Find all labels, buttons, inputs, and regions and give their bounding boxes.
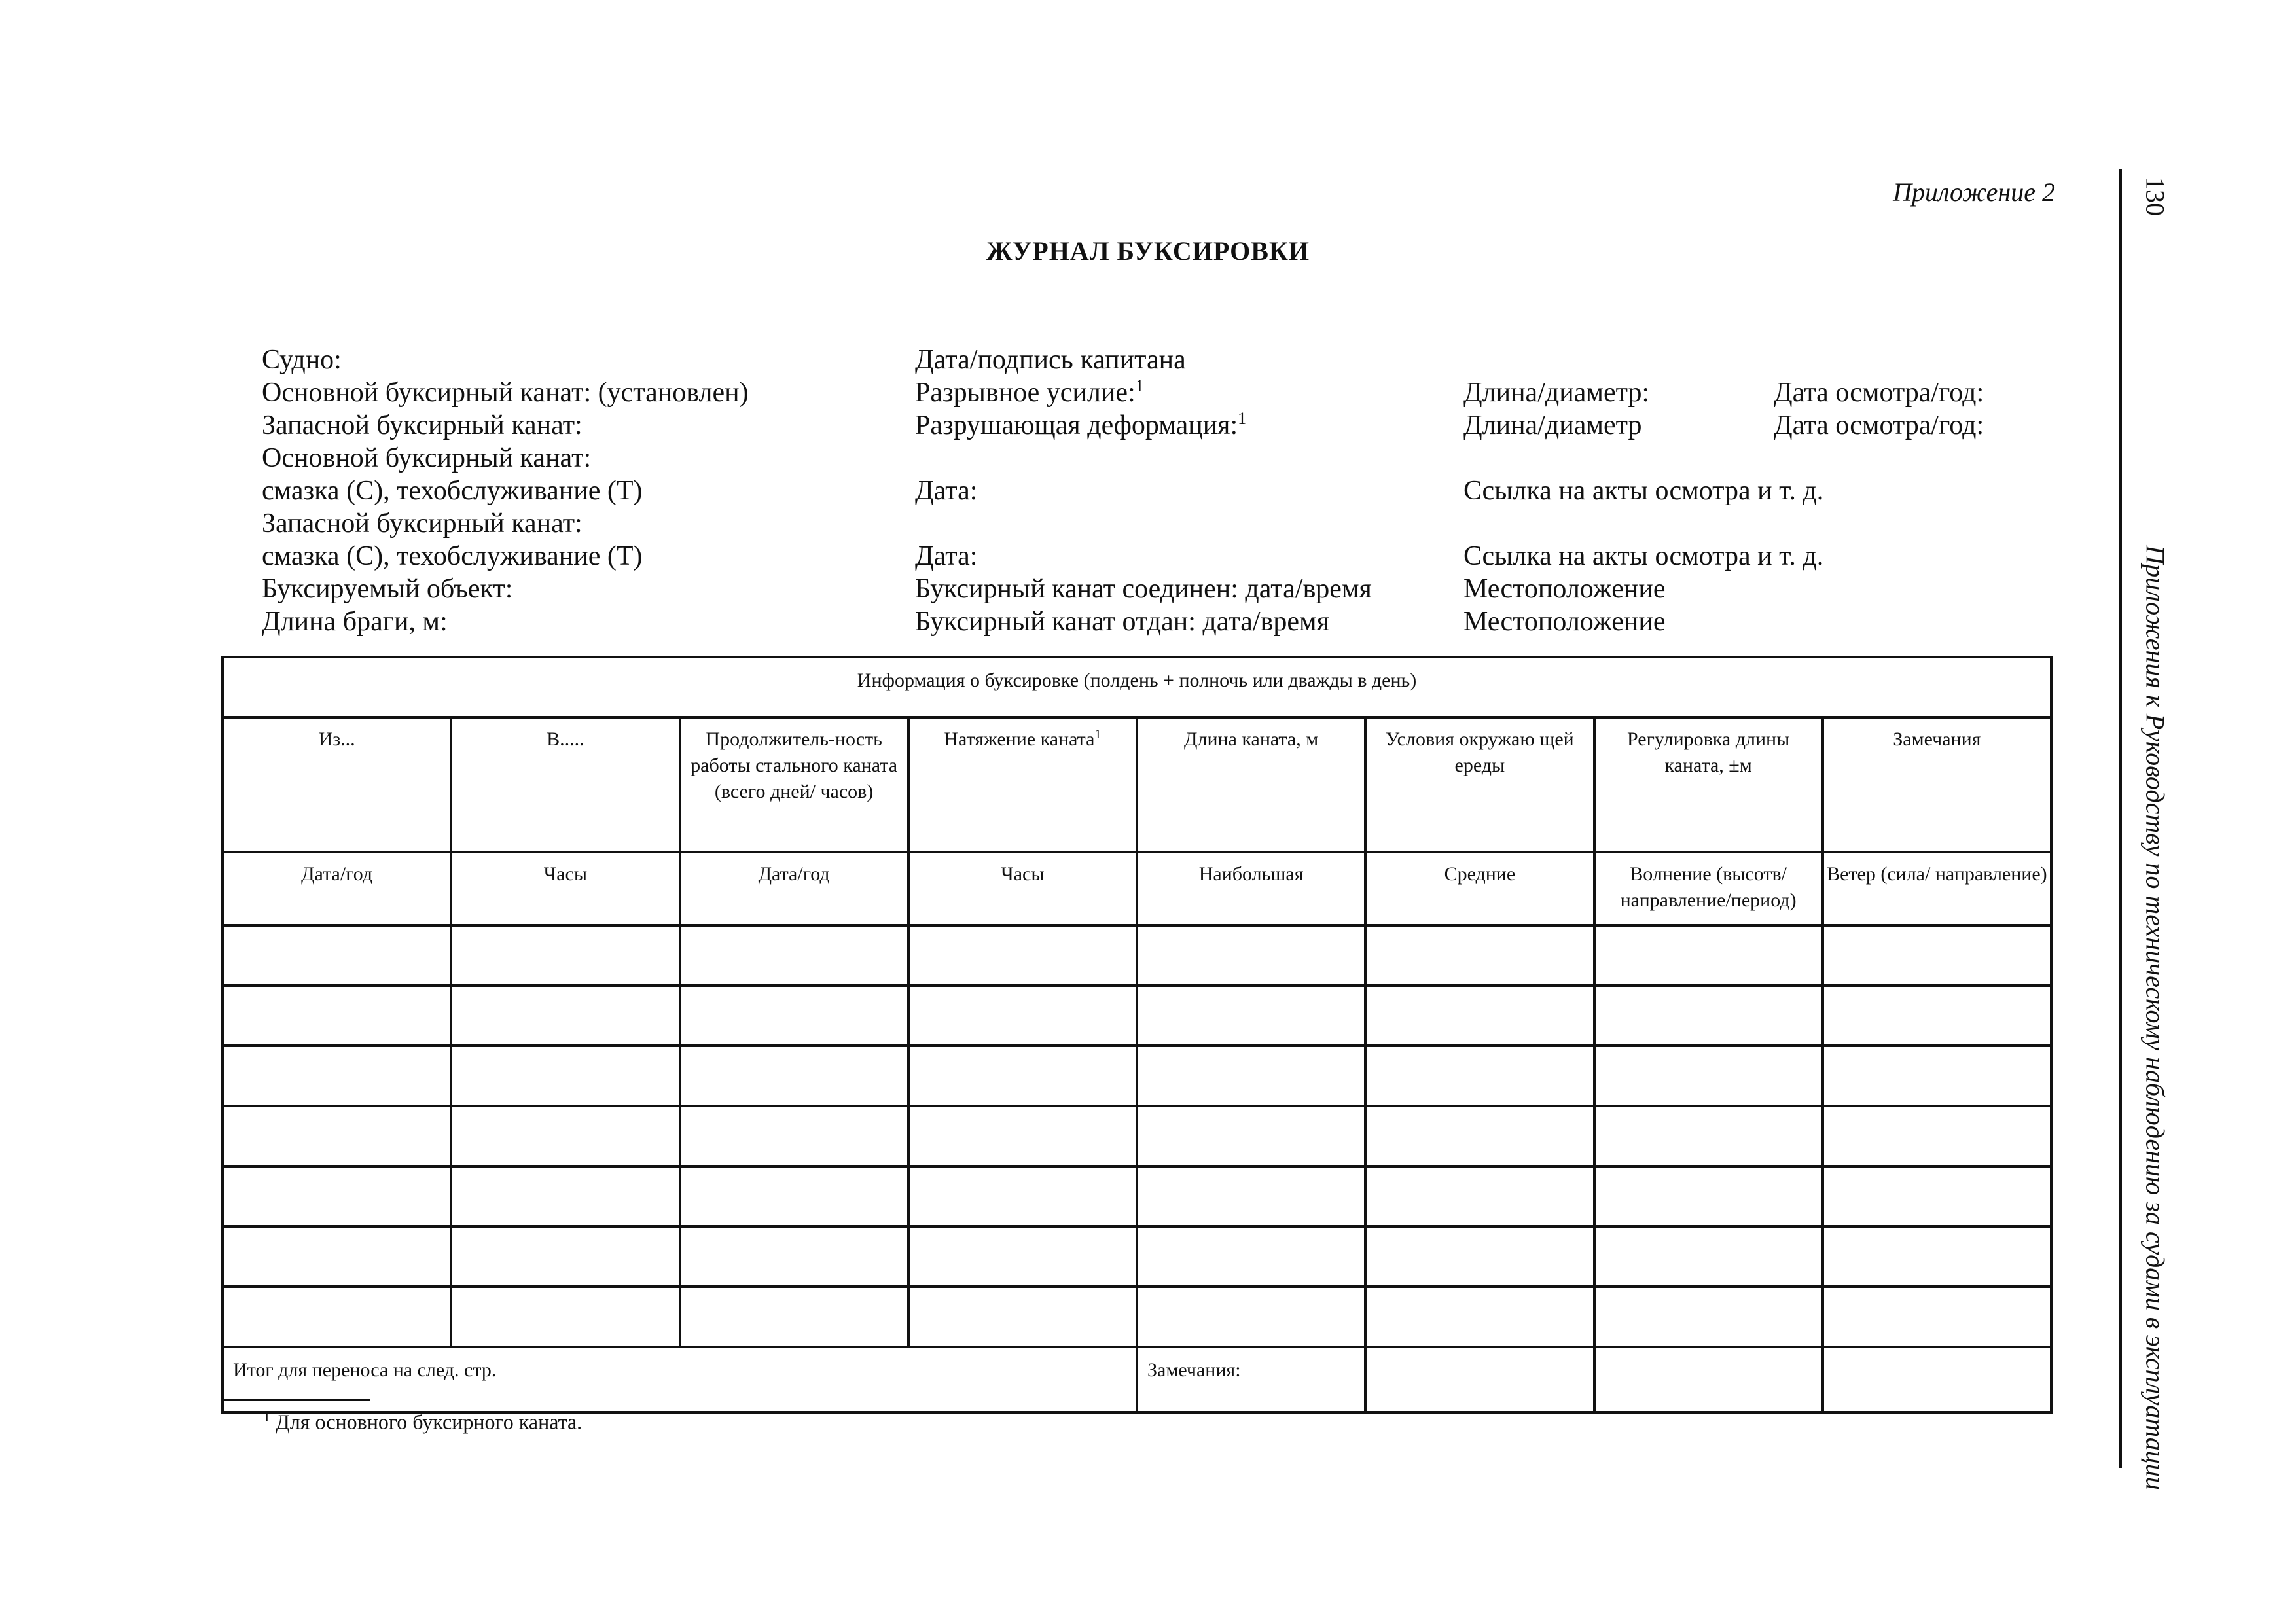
table-row <box>223 1046 2051 1106</box>
table-row <box>223 925 2051 986</box>
info-main-rope-installed: Основной буксирный канат: (установлен) <box>262 378 749 408</box>
column-header-length-adjustment: Регулировка длины каната, ±м <box>1594 717 1823 852</box>
info-inspection-date-2: Дата осмотра/год: <box>1774 410 1984 440</box>
subheader-wind: Ветер (сила/ направление) <box>1823 852 2051 925</box>
appendix-label: Приложение 2 <box>1893 177 2055 207</box>
footnote-ref: 1 <box>1135 376 1144 395</box>
towing-info-header: Информация о буксировке (полдень + полночь или дважды в день) <box>223 657 2051 717</box>
page-title: ЖУРНАЛ БУКСИРОВКИ <box>986 236 1310 266</box>
column-header-remarks: Замечания <box>1823 717 2051 852</box>
column-header-rope-length: Длина каната, м <box>1137 717 1365 852</box>
table-row <box>223 1226 2051 1287</box>
info-spare-rope-2: Запасной буксирный канат: <box>262 508 583 539</box>
info-date-2: Дата: <box>915 541 978 571</box>
subheader-average: Средние <box>1365 852 1594 925</box>
info-towed-object: Буксируемый объект: <box>262 574 513 604</box>
info-spare-rope: Запасной буксирный канат: <box>262 410 583 440</box>
info-location-2: Местоположение <box>1463 607 1666 637</box>
column-header-environment: Условия окружаю щей ереды <box>1365 717 1594 852</box>
info-rope-connected: Буксирный канат соединен: дата/время <box>915 574 1372 604</box>
subheader-date-year: Дата/год <box>223 852 451 925</box>
footnote: $^1$ Для основного буксирного каната. <box>263 1408 583 1434</box>
remarks-label: Замечания: <box>1137 1347 1365 1412</box>
subheader-date-year: Дата/год <box>680 852 908 925</box>
column-header-rope-tension: Натяжение каната$^1$ <box>908 717 1137 852</box>
column-header-to: В..... <box>451 717 679 852</box>
subheader-sea-state: Волнение (высотв/ направление/период) <box>1594 852 1823 925</box>
info-rope-released: Буксирный канат отдан: дата/время <box>915 607 1329 637</box>
info-location-1: Местоположение <box>1463 574 1666 604</box>
footnote-rule <box>221 1399 370 1401</box>
info-bridle-length: Длина браги, м: <box>262 607 448 637</box>
subheader-max: Наибольшая <box>1137 852 1365 925</box>
footnote-ref: 1 <box>1094 727 1102 741</box>
info-breaking-force: Разрывное усилие:$^1$ <box>915 376 1144 408</box>
side-divider <box>2119 169 2122 1468</box>
info-length-diameter-1: Длина/диаметр: <box>1463 378 1650 408</box>
info-inspection-date-1: Дата осмотра/год: <box>1774 378 1984 408</box>
vessel-info-block <box>0 344 2094 638</box>
running-title: Приложения к Руководству по техническому наблюдению за судами в эксплуатации <box>2140 545 2170 1490</box>
info-main-rope: Основной буксирный канат: <box>262 443 592 473</box>
towing-log-table <box>221 656 2053 1414</box>
info-vessel: Судно: <box>262 345 342 375</box>
subheader-hours: Часы <box>451 852 679 925</box>
page-number: 130 <box>2140 177 2170 216</box>
info-spare-rope-maintenance: смазка (С), техобслуживание (Т) <box>262 541 643 571</box>
totals-row <box>223 1347 2051 1412</box>
table-row <box>223 1106 2051 1166</box>
subheader-hours: Часы <box>908 852 1137 925</box>
info-main-rope-maintenance: смазка (С), техобслуживание (Т) <box>262 476 643 506</box>
info-inspection-ref-2: Ссылка на акты осмотра и т. д. <box>1463 541 1824 571</box>
table-row <box>223 1287 2051 1347</box>
info-length-diameter-2: Длина/диаметр <box>1463 410 1642 440</box>
info-destructive-deformation: Разрушающая деформация:$^1$ <box>915 409 1247 440</box>
carry-over-total-label: Итог для переноса на след. стр. <box>223 1347 1137 1412</box>
footnote-ref: 1 <box>1238 409 1247 428</box>
info-inspection-ref-1: Ссылка на акты осмотра и т. д. <box>1463 476 1824 506</box>
table-row <box>223 986 2051 1046</box>
column-header-from: Из... <box>223 717 451 852</box>
info-captain-signature: Дата/подпись капитана <box>915 345 1186 375</box>
column-header-rope-duration: Продолжитель-ность работы стального каната (всего дней/ часов) <box>680 717 908 852</box>
info-date-1: Дата: <box>915 476 978 506</box>
table-row <box>223 1166 2051 1226</box>
